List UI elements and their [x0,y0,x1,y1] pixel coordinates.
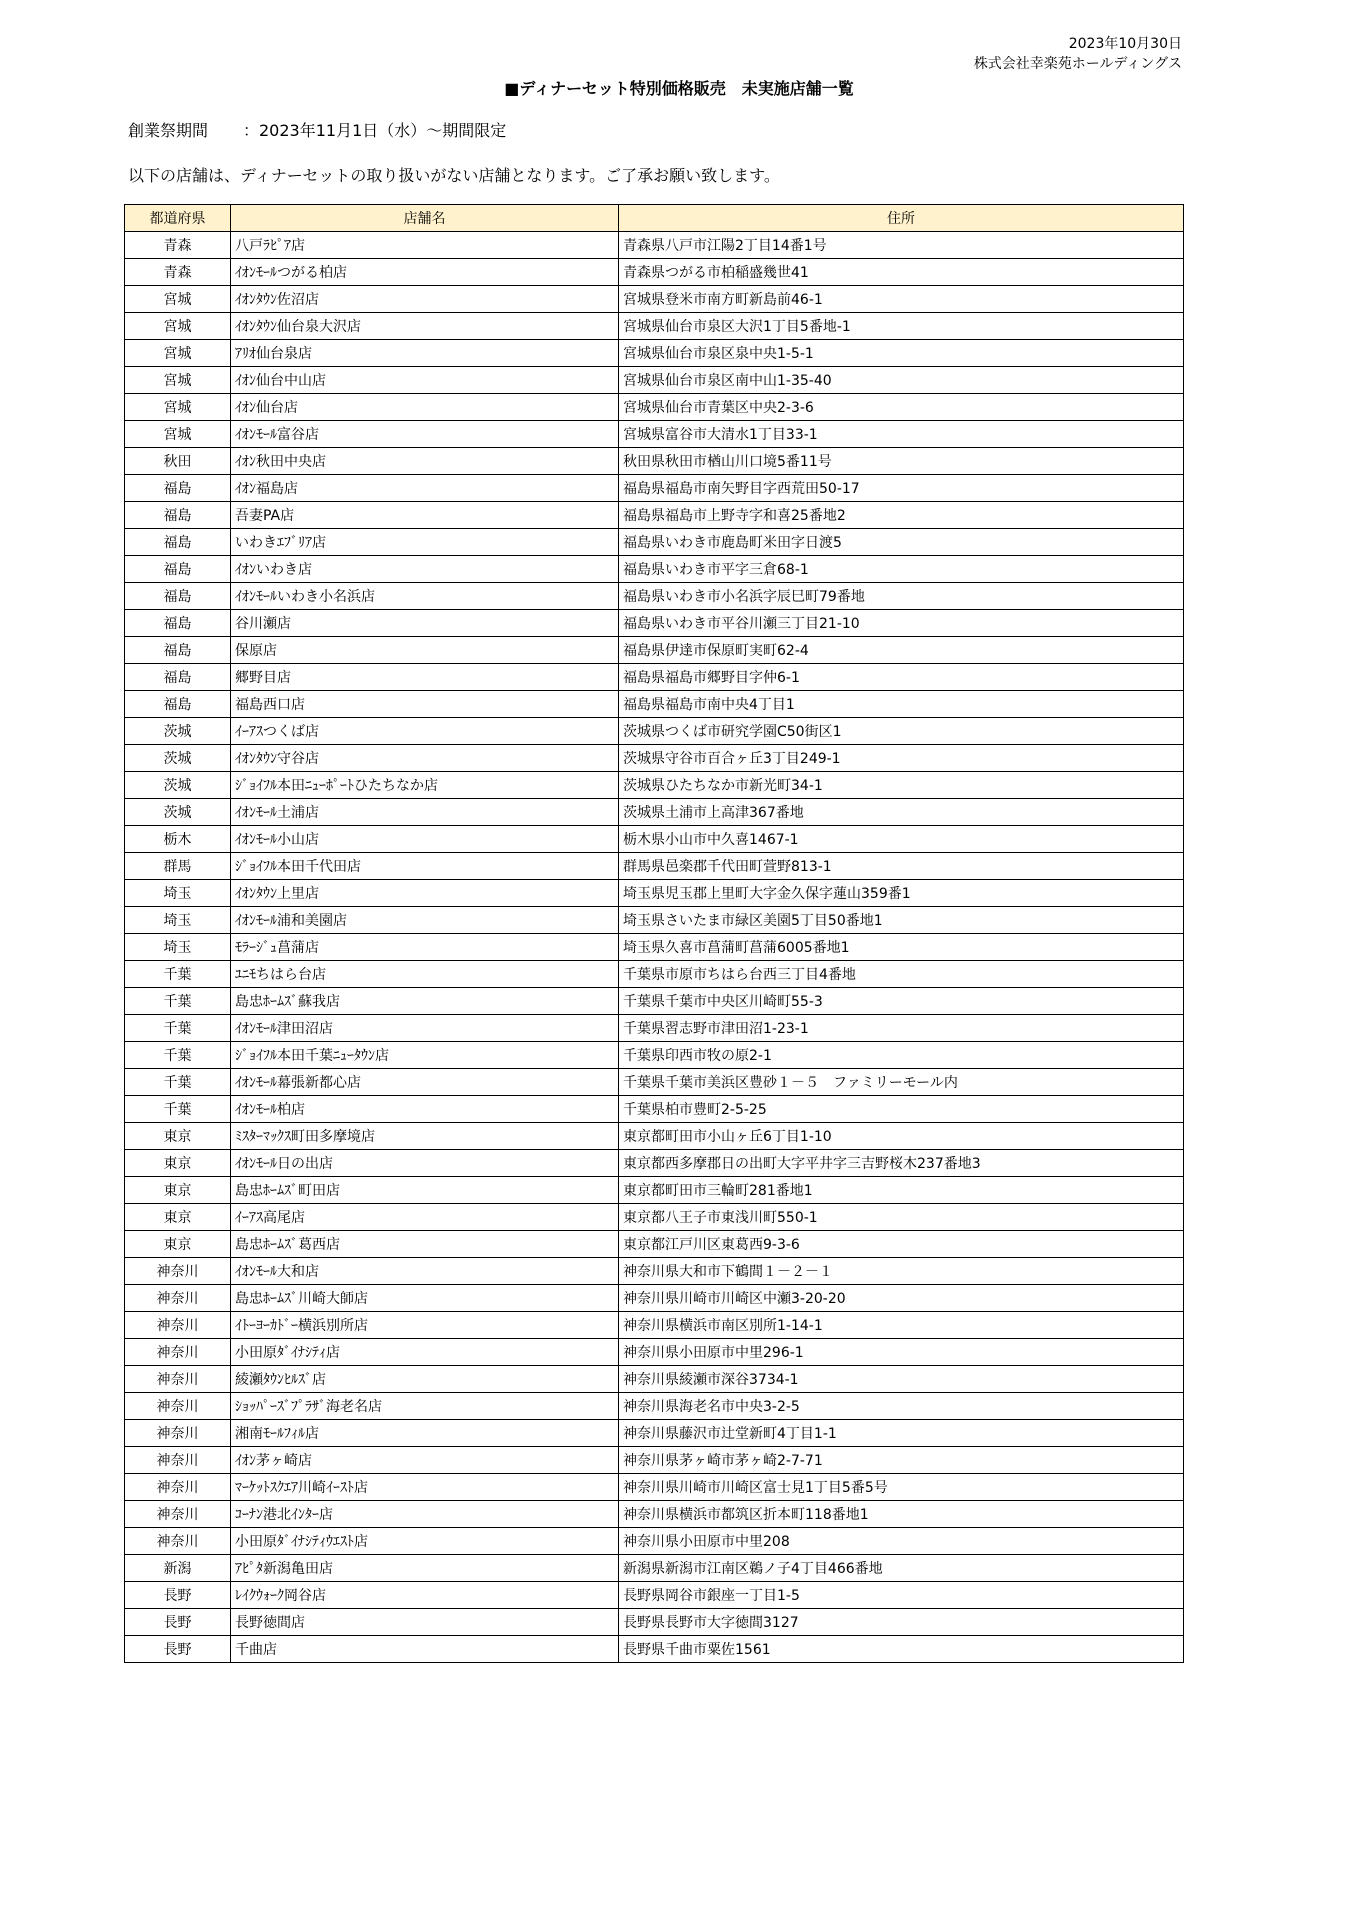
store-name-cell: ｼｮｯﾊﾟｰｽﾞﾌﾟﾗｻﾞ海老名店 [231,1393,619,1420]
store-name-cell: 保原店 [231,637,619,664]
prefecture-cell: 新潟 [125,1555,231,1582]
address-cell: 福島県伊達市保原町実町62-4 [619,637,1184,664]
address-cell: 茨城県ひたちなか市新光町34-1 [619,772,1184,799]
table-row [125,1528,1184,1555]
address-cell: 宮城県登米市南方町新島前46-1 [619,286,1184,313]
store-name-cell: ﾚｲｸｳｫｰｸ岡谷店 [231,1582,619,1609]
address-cell: 埼玉県児玉郡上里町大字金久保字蓮山359番1 [619,880,1184,907]
prefecture-cell: 青森 [125,259,231,286]
address-cell: 福島県福島市郷野目字仲6-1 [619,664,1184,691]
store-name-cell: ｲｵﾝﾓｰﾙ土浦店 [231,799,619,826]
table-row [125,988,1184,1015]
prefecture-cell: 東京 [125,1177,231,1204]
prefecture-cell: 茨城 [125,718,231,745]
prefecture-cell: 埼玉 [125,907,231,934]
table-row [125,1447,1184,1474]
table-row [125,1312,1184,1339]
prefecture-cell: 神奈川 [125,1393,231,1420]
address-cell: 福島県福島市上野寺字和喜25番地2 [619,502,1184,529]
store-name-cell: 綾瀬ﾀｳﾝﾋﾙｽﾞ店 [231,1366,619,1393]
prefecture-cell: 宮城 [125,286,231,313]
table-row [125,1393,1184,1420]
store-name-cell: 福島西口店 [231,691,619,718]
table-row [125,1501,1184,1528]
table-row [125,1123,1184,1150]
address-cell: 東京都町田市三輪町281番地1 [619,1177,1184,1204]
prefecture-cell: 長野 [125,1609,231,1636]
table-row [125,1636,1184,1663]
address-cell: 神奈川県川崎市川崎区中瀬3-20-20 [619,1285,1184,1312]
store-name-cell: ｲｵﾝﾀｳﾝ上里店 [231,880,619,907]
store-name-cell: ﾓﾗｰｼﾞｭ菖蒲店 [231,934,619,961]
store-name-cell: ｲｵﾝﾓｰﾙ浦和美園店 [231,907,619,934]
prefecture-cell: 神奈川 [125,1420,231,1447]
store-name-cell: ｼﾞｮｲﾌﾙ本田千代田店 [231,853,619,880]
address-cell: 埼玉県久喜市菖蒲町菖蒲6005番地1 [619,934,1184,961]
address-cell: 福島県福島市南矢野目字西荒田50-17 [619,475,1184,502]
column-header-prefecture: 都道府県 [125,205,231,232]
table-row [125,745,1184,772]
period-line [128,118,506,141]
table-row [125,1231,1184,1258]
table-row [125,1015,1184,1042]
address-cell: 東京都八王子市東浅川町550-1 [619,1204,1184,1231]
table-row [125,1285,1184,1312]
address-cell: 宮城県仙台市泉区大沢1丁目5番地-1 [619,313,1184,340]
page-title: ■ディナーセット特別価格販売 未実施店舗一覧 [504,79,854,98]
prefecture-cell: 福島 [125,637,231,664]
store-name-cell: ｲｵﾝﾓｰﾙ幕張新都心店 [231,1069,619,1096]
store-name-cell: ﾕﾆﾓちはら台店 [231,961,619,988]
address-cell: 福島県いわき市小名浜字辰巳町79番地 [619,583,1184,610]
address-cell: 千葉県印西市牧の原2-1 [619,1042,1184,1069]
address-cell: 東京都江戸川区東葛西9-3-6 [619,1231,1184,1258]
prefecture-cell: 神奈川 [125,1258,231,1285]
table-row [125,1609,1184,1636]
store-name-cell: ｲｵﾝﾓｰﾙいわき小名浜店 [231,583,619,610]
address-cell: 神奈川県小田原市中里296-1 [619,1339,1184,1366]
period-label: 創業祭期間 [128,121,209,140]
table-row [125,448,1184,475]
store-name-cell: 八戸ﾗﾋﾟｱ店 [231,232,619,259]
store-name-cell: ｱﾋﾟﾀ新潟亀田店 [231,1555,619,1582]
address-cell: 栃木県小山市中久喜1467-1 [619,826,1184,853]
table-row [125,1339,1184,1366]
prefecture-cell: 神奈川 [125,1447,231,1474]
address-cell: 宮城県仙台市泉区南中山1-35-40 [619,367,1184,394]
table-row [125,907,1184,934]
table-row [125,1177,1184,1204]
store-name-cell: ｲｵﾝﾓｰﾙ柏店 [231,1096,619,1123]
table-header-row [125,205,1184,232]
store-name-cell: 谷川瀬店 [231,610,619,637]
prefecture-cell: 茨城 [125,772,231,799]
prefecture-cell: 神奈川 [125,1528,231,1555]
address-cell: 神奈川県茅ヶ崎市茅ヶ崎2-7-71 [619,1447,1184,1474]
table-row [125,1096,1184,1123]
address-cell: 青森県八戸市江陽2丁目14番1号 [619,232,1184,259]
table-row [125,691,1184,718]
prefecture-cell: 宮城 [125,367,231,394]
table-row [125,232,1184,259]
store-name-cell: ｲｰｱｽつくば店 [231,718,619,745]
store-name-cell: ｼﾞｮｲﾌﾙ本田千葉ﾆｭｰﾀｳﾝ店 [231,1042,619,1069]
prefecture-cell: 福島 [125,691,231,718]
address-cell: 茨城県つくば市研究学園C50街区1 [619,718,1184,745]
address-cell: 埼玉県さいたま市緑区美園5丁目50番地1 [619,907,1184,934]
company-name: 株式会社幸楽苑ホールディングス [973,56,1182,72]
prefecture-cell: 長野 [125,1582,231,1609]
address-cell: 福島県いわき市平谷川瀬三丁目21-10 [619,610,1184,637]
store-name-cell: ｲｵﾝ福島店 [231,475,619,502]
address-cell: 神奈川県綾瀬市深谷3734-1 [619,1366,1184,1393]
address-cell: 神奈川県横浜市都筑区折本町118番地1 [619,1501,1184,1528]
table-row [125,1366,1184,1393]
address-cell: 神奈川県横浜市南区別所1-14-1 [619,1312,1184,1339]
table-row [125,556,1184,583]
address-cell: 神奈川県川崎市川崎区富士見1丁目5番5号 [619,1474,1184,1501]
prefecture-cell: 埼玉 [125,934,231,961]
address-cell: 神奈川県大和市下鶴間１－２－１ [619,1258,1184,1285]
address-cell: 千葉県習志野市津田沼1-23-1 [619,1015,1184,1042]
prefecture-cell: 茨城 [125,799,231,826]
prefecture-cell: 福島 [125,583,231,610]
prefecture-cell: 福島 [125,529,231,556]
table-row [125,475,1184,502]
address-cell: 新潟県新潟市江南区鵜ノ子4丁目466番地 [619,1555,1184,1582]
prefecture-cell: 神奈川 [125,1339,231,1366]
store-name-cell: ｲｵﾝ茅ヶ崎店 [231,1447,619,1474]
table-row [125,1042,1184,1069]
store-name-cell: 島忠ﾎｰﾑｽﾞ葛西店 [231,1231,619,1258]
store-name-cell: ｲｵﾝいわき店 [231,556,619,583]
store-name-cell: 千曲店 [231,1636,619,1663]
prefecture-cell: 東京 [125,1123,231,1150]
address-cell: 福島県いわき市平字三倉68-1 [619,556,1184,583]
address-cell: 群馬県邑楽郡千代田町萱野813-1 [619,853,1184,880]
table-row [125,313,1184,340]
store-name-cell: ｲｵﾝﾓｰﾙ大和店 [231,1258,619,1285]
store-name-cell: 島忠ﾎｰﾑｽﾞ町田店 [231,1177,619,1204]
table-row [125,1069,1184,1096]
store-name-cell: 郷野目店 [231,664,619,691]
table-row [125,529,1184,556]
address-cell: 宮城県仙台市青葉区中央2-3-6 [619,394,1184,421]
table-row [125,1150,1184,1177]
address-cell: 千葉県千葉市美浜区豊砂１－５ ファミリーモール内 [619,1069,1184,1096]
prefecture-cell: 栃木 [125,826,231,853]
table-row [125,718,1184,745]
prefecture-cell: 神奈川 [125,1366,231,1393]
address-cell: 長野県千曲市粟佐1561 [619,1636,1184,1663]
address-cell: 宮城県仙台市泉区泉中央1-5-1 [619,340,1184,367]
address-cell: 神奈川県藤沢市辻堂新町4丁目1-1 [619,1420,1184,1447]
table-row [125,1555,1184,1582]
table-row [125,340,1184,367]
table-row [125,826,1184,853]
address-cell: 茨城県土浦市上高津367番地 [619,799,1184,826]
prefecture-cell: 千葉 [125,1069,231,1096]
prefecture-cell: 東京 [125,1231,231,1258]
column-header-address: 住所 [619,205,1184,232]
address-cell: 秋田県秋田市楢山川口境5番11号 [619,448,1184,475]
table-row [125,880,1184,907]
column-header-store-name: 店舗名 [231,205,619,232]
table-row [125,367,1184,394]
prefecture-cell: 神奈川 [125,1312,231,1339]
prefecture-cell: 秋田 [125,448,231,475]
table-row [125,583,1184,610]
table-row [125,286,1184,313]
address-cell: 青森県つがる市柏稲盛幾世41 [619,259,1184,286]
table-row [125,259,1184,286]
store-name-cell: ｲｵﾝﾓｰﾙ富谷店 [231,421,619,448]
prefecture-cell: 茨城 [125,745,231,772]
prefecture-cell: 長野 [125,1636,231,1663]
prefecture-cell: 宮城 [125,421,231,448]
prefecture-cell: 千葉 [125,961,231,988]
prefecture-cell: 神奈川 [125,1501,231,1528]
prefecture-cell: 千葉 [125,988,231,1015]
store-name-cell: ｲﾄｰﾖｰｶﾄﾞｰ横浜別所店 [231,1312,619,1339]
address-cell: 茨城県守谷市百合ヶ丘3丁目249-1 [619,745,1184,772]
address-cell: 福島県いわき市鹿島町米田字日渡5 [619,529,1184,556]
store-name-cell: いわきｴﾌﾞﾘｱ店 [231,529,619,556]
table-row [125,853,1184,880]
table-row [125,421,1184,448]
store-name-cell: ｲｵﾝ秋田中央店 [231,448,619,475]
prefecture-cell: 福島 [125,502,231,529]
store-name-cell: ﾐｽﾀｰﾏｯｸｽ町田多摩境店 [231,1123,619,1150]
store-name-cell: ｲｵﾝ仙台店 [231,394,619,421]
prefecture-cell: 神奈川 [125,1474,231,1501]
table-row [125,1258,1184,1285]
store-name-cell: ｼﾞｮｲﾌﾙ本田ﾆｭｰﾎﾟｰﾄひたちなか店 [231,772,619,799]
document-date: 2023年10月30日 [1068,36,1182,52]
store-name-cell: ｲｵﾝ仙台中山店 [231,367,619,394]
store-name-cell: 吾妻PA店 [231,502,619,529]
store-name-cell: 島忠ﾎｰﾑｽﾞ川崎大師店 [231,1285,619,1312]
store-name-cell: ｲｵﾝﾀｳﾝ佐沼店 [231,286,619,313]
address-cell: 神奈川県海老名市中央3-2-5 [619,1393,1184,1420]
store-name-cell: ｲｰｱｽ高尾店 [231,1204,619,1231]
store-name-cell: 小田原ﾀﾞｲﾅｼﾃｨ店 [231,1339,619,1366]
prefecture-cell: 群馬 [125,853,231,880]
prefecture-cell: 東京 [125,1204,231,1231]
table-row [125,1474,1184,1501]
prefecture-cell: 宮城 [125,394,231,421]
prefecture-cell: 千葉 [125,1042,231,1069]
store-name-cell: ｲｵﾝﾓｰﾙつがる柏店 [231,259,619,286]
store-name-cell: ｲｵﾝﾓｰﾙ小山店 [231,826,619,853]
address-cell: 千葉県柏市豊町2-5-25 [619,1096,1184,1123]
store-name-cell: ｲｵﾝﾀｳﾝ仙台泉大沢店 [231,313,619,340]
store-name-cell: ｺｰﾅﾝ港北ｲﾝﾀｰ店 [231,1501,619,1528]
period-value: ：2023年11月1日（水）～期間限定 [243,121,507,140]
prefecture-cell: 埼玉 [125,880,231,907]
store-name-cell: ｱﾘｵ仙台泉店 [231,340,619,367]
prefecture-cell: 千葉 [125,1096,231,1123]
store-name-cell: 島忠ﾎｰﾑｽﾞ蘇我店 [231,988,619,1015]
prefecture-cell: 福島 [125,610,231,637]
table-row [125,610,1184,637]
prefecture-cell: 福島 [125,556,231,583]
prefecture-cell: 宮城 [125,340,231,367]
notice-text: 以下の店舗は、ディナーセットの取り扱いがない店舗となります。ご了承お願い致します。 [128,166,780,185]
document-header [974,34,1182,74]
store-name-cell: ｲｵﾝﾀｳﾝ守谷店 [231,745,619,772]
table-row [125,664,1184,691]
table-body [125,232,1184,1663]
address-cell: 福島県福島市南中央4丁目1 [619,691,1184,718]
prefecture-cell: 神奈川 [125,1285,231,1312]
table-row [125,1582,1184,1609]
table-row [125,1420,1184,1447]
address-cell: 東京都町田市小山ヶ丘6丁目1-10 [619,1123,1184,1150]
store-table [124,204,1184,1663]
address-cell: 長野県長野市大字徳間3127 [619,1609,1184,1636]
address-cell: 長野県岡谷市銀座一丁目1-5 [619,1582,1184,1609]
table-row [125,934,1184,961]
table-row [125,961,1184,988]
table-row [125,502,1184,529]
store-name-cell: ｲｵﾝﾓｰﾙ日の出店 [231,1150,619,1177]
table-row [125,637,1184,664]
table-row [125,394,1184,421]
address-cell: 千葉県千葉市中央区川崎町55-3 [619,988,1184,1015]
address-cell: 千葉県市原市ちはら台西三丁目4番地 [619,961,1184,988]
table-row [125,772,1184,799]
store-name-cell: 湘南ﾓｰﾙﾌｨﾙ店 [231,1420,619,1447]
store-name-cell: ｲｵﾝﾓｰﾙ津田沼店 [231,1015,619,1042]
address-cell: 東京都西多摩郡日の出町大字平井字三吉野桜木237番地3 [619,1150,1184,1177]
prefecture-cell: 福島 [125,664,231,691]
prefecture-cell: 千葉 [125,1015,231,1042]
prefecture-cell: 宮城 [125,313,231,340]
prefecture-cell: 東京 [125,1150,231,1177]
prefecture-cell: 福島 [125,475,231,502]
table-row [125,1204,1184,1231]
store-name-cell: 小田原ﾀﾞｲﾅｼﾃｨｳｴｽﾄ店 [231,1528,619,1555]
store-name-cell: 長野徳間店 [231,1609,619,1636]
prefecture-cell: 青森 [125,232,231,259]
store-name-cell: ﾏｰｹｯﾄｽｸｴｱ川崎ｲｰｽﾄ店 [231,1474,619,1501]
table-row [125,799,1184,826]
address-cell: 宮城県富谷市大清水1丁目33-1 [619,421,1184,448]
address-cell: 神奈川県小田原市中里208 [619,1528,1184,1555]
